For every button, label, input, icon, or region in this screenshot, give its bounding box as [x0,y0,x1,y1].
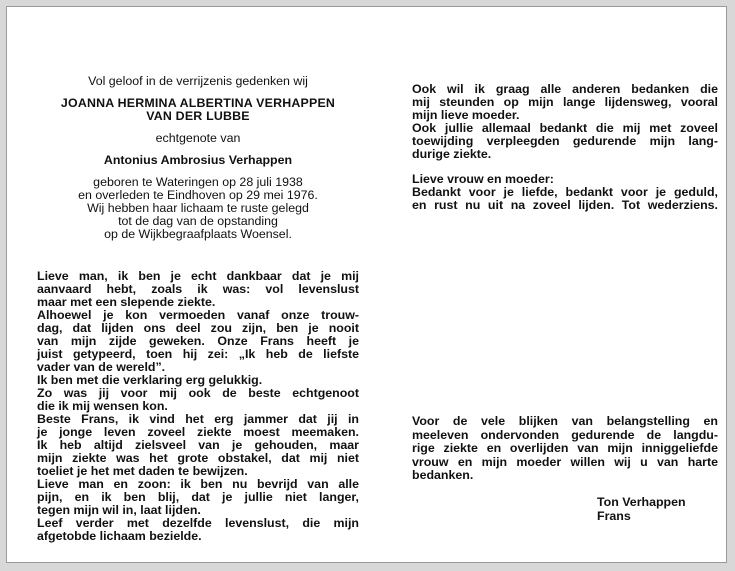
letter-line: van mijn zijde geweken. Onze Frans heeft je [37,334,359,348]
right-text-line: Ook jullie allemaal bedankt die mij met zoveel [412,121,718,135]
signature-name: Ton Verhappen [597,495,686,509]
intro-line: Vol geloof in de verrijzenis gedenken wij [88,74,308,88]
right-text-line: durige ziekte. [412,147,492,161]
thanks-line: meeleven ondervonden gedurende de langdu- [412,427,718,442]
spouse-label: echtgenote van [155,131,241,145]
letter-line: maar met een slepende ziekte. [37,295,216,309]
letter-line: Ik ben met die verklaring erg gelukkig. [37,373,263,387]
right-text-line: mij steunden op mijn lange lijdensweg, vooral [412,95,718,109]
right-text-line: mijn lieve moeder. [412,108,520,122]
thanks-line: vrouw en mijn moeder willen wij u van harte [412,454,718,469]
letter-line: Ik heb altijd zielsveel van je gehouden, maar [37,438,359,452]
letter-line: Alhoewel je kon vermoeden vanaf onze trouw- [37,308,359,322]
right-text-line: en rust nu uit na zoveel lijden. Tot wederziens. [412,198,718,212]
right-text-line: Ook wil ik graag alle anderen bedanken die [412,82,718,96]
letter-line: juist getypeerd, toen hij zei: „Ik heb de liefste [37,347,359,361]
thanks-line: bedanken. [412,468,474,482]
farewell-letter [37,270,359,543]
thanks-line: rige ziekte en overlijden van mijn inniggeliefde [412,441,718,455]
deceased-name-line1: JOANNA HERMINA ALBERTINA VERHAPPEN [60,96,336,110]
left-panel [37,75,359,543]
signature-block [597,495,686,523]
letter-line: tegen mijn wil in, laat lijden. [37,503,201,517]
right-text-line: Lieve vrouw en moeder: [412,172,554,186]
right-text-line: toewijding verpleegden gedurende mijn lang- [412,134,718,148]
letter-line: die ik mij wensen kon. [37,399,168,413]
thank-you-note [412,415,718,483]
burial-line-3: op de Wijkbegraafplaats Woensel. [104,227,292,241]
thanks-line: Voor de vele blijken van belangstelling en [412,414,718,428]
letter-line: Lieve man, ik ben je echt dankbaar dat je mij [37,269,359,283]
letter-line: pijn, en ik ben blij, dat je jullie niet langer, [37,490,359,504]
letter-line: je jonge leven zoveel ziekte moest meemaken. [37,425,359,439]
burial-line-1: Wij hebben haar lichaam te ruste gelegd [87,201,309,215]
memorial-card [6,6,727,563]
letter-line: toeliet je het met daden te bewijzen. [37,464,248,478]
letter-line: Lieve man en zoon: ik ben nu bevrijd van alle [37,477,359,491]
letter-line: Beste Frans, ik vind het erg jammer dat jij in [37,412,359,426]
right-text-line: Bedankt voor je liefde, bedankt voor je geduld, [412,185,718,199]
letter-line: vader van de wereld”. [37,360,166,374]
letter-line: aanvaard hebt, zoals ik was: vol levenslust [37,282,359,296]
right-panel [412,83,718,212]
spouse-name: Antonius Ambrosius Verhappen [103,153,293,167]
letter-line: Leef verder met dezelfde levenslust, die mijn [37,516,359,530]
signature-name: Frans [597,509,631,523]
letter-line: afgetobde lichaam bezielde. [37,529,202,543]
letter-line: dag, dat lijden ons deel zou zijn, ben je nooit [37,321,359,335]
letter-line: Zo was jij voor mij ook de beste echtgenoot [37,386,359,400]
burial-line-2: tot de dag van de opstanding [118,214,278,228]
death-line: en overleden te Eindhoven op 29 mei 1976. [78,188,318,202]
deceased-name-line2: VAN DER LUBBE [146,109,250,123]
birth-line: geboren te Wateringen op 28 juli 1938 [93,175,303,189]
letter-line: mijn ziekte was het grote obstakel, dat mij niet [37,451,359,465]
